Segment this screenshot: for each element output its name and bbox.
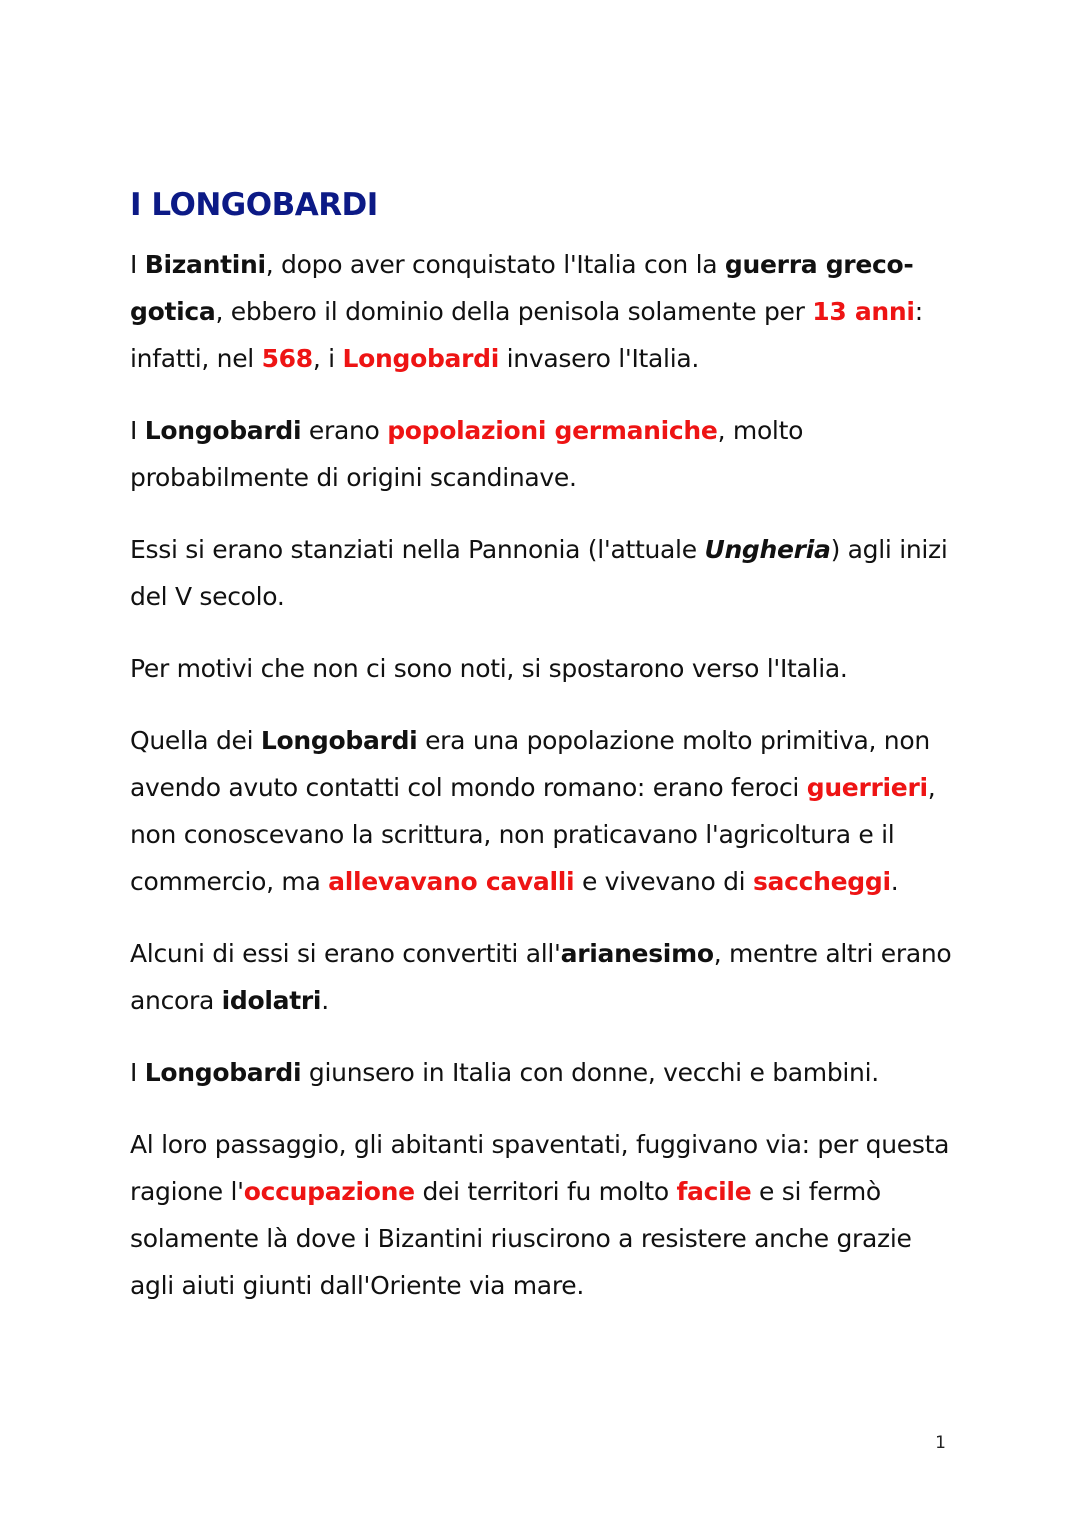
text: Alcuni di essi si erano convertiti all' (130, 939, 561, 968)
text: giunsero in Italia con donne, vecchi e bambini. (301, 1058, 879, 1087)
text: . (890, 867, 899, 896)
bold-italic-term: Ungheria (704, 535, 831, 564)
page-title: I LONGOBARDI (130, 187, 378, 223)
text: , mentre altri erano ancora (130, 939, 952, 1015)
highlight-term: guerrieri (806, 773, 928, 802)
bold-term: Longobardi (260, 726, 418, 755)
paragraph-arrivo (130, 1049, 960, 1096)
document-page (130, 183, 960, 1334)
paragraph-pannonia (130, 526, 960, 620)
bold-term: guerra greco-gotica (130, 250, 914, 326)
text: invasero l'Italia. (499, 344, 700, 373)
text: , i (312, 344, 343, 373)
highlight-term: facile (676, 1177, 752, 1206)
bold-term: idolatri (221, 986, 322, 1015)
highlight-term: 13 anni (812, 297, 915, 326)
paragraph-spostamento (130, 645, 960, 692)
highlight-term: Longobardi (342, 344, 500, 373)
highlight-term: allevavano cavalli (328, 867, 575, 896)
text: I (130, 250, 145, 279)
paragraph-popolazione (130, 717, 960, 905)
text: , dopo aver conquistato l'Italia con la (265, 250, 725, 279)
highlight-term: popolazioni germaniche (387, 416, 718, 445)
bold-term: arianesimo (560, 939, 714, 968)
text: dei territori fu molto (414, 1177, 677, 1206)
text: ) agli inizi del V secolo. (130, 535, 948, 611)
text: , non conoscevano la scrittura, non praticavano l'agricoltura e il commercio, ma (130, 773, 936, 896)
text: Al loro passaggio, gli abitanti spaventati, fuggivano via: per questa ragione l' (130, 1130, 950, 1206)
highlight-term: saccheggi (752, 867, 891, 896)
text: : infatti, nel (130, 297, 923, 373)
text: Essi si erano stanziati nella Pannonia (l'attuale (130, 535, 705, 564)
highlight-term: occupazione (243, 1177, 415, 1206)
text: . (321, 986, 329, 1015)
text: Quella dei (130, 726, 261, 755)
text: I (130, 416, 145, 445)
text: , ebbero il dominio della penisola solamente per (215, 297, 813, 326)
text: , molto probabilmente di origini scandinave. (130, 416, 804, 492)
bold-term: Bizantini (144, 250, 266, 279)
bold-term: Longobardi (144, 1058, 302, 1087)
paragraph-occupazione (130, 1121, 960, 1309)
page-number: 1 (935, 1433, 946, 1453)
paragraph-religione (130, 930, 960, 1024)
text: e vivevano di (574, 867, 753, 896)
text: erano (301, 416, 388, 445)
text: e si fermò solamente là dove i Bizantini riuscirono a resistere anche grazie agli aiuti giunti dall'Oriente via mare. (130, 1177, 912, 1300)
bold-term: Longobardi (144, 416, 302, 445)
paragraph-origini (130, 407, 960, 501)
paragraph-bizantini (130, 241, 960, 382)
text: Per motivi che non ci sono noti, si spostarono verso l'Italia. (130, 654, 848, 683)
text: era una popolazione molto primitiva, non avendo avuto contatti col mondo romano: erano feroci (130, 726, 930, 802)
text: I (130, 1058, 145, 1087)
highlight-term: 568 (261, 344, 313, 373)
